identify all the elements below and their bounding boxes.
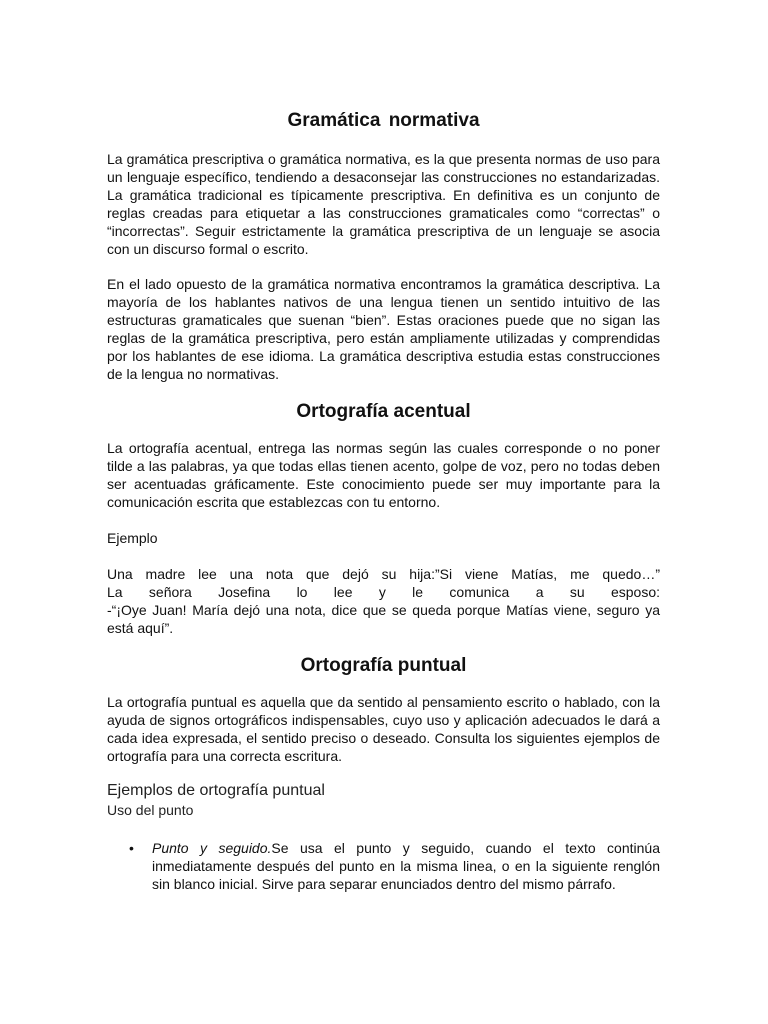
subheading-uso-del-punto: Uso del punto: [107, 802, 194, 818]
bullet-list: [107, 839, 660, 893]
page-title: Gramática normativa: [287, 110, 480, 131]
list-item-term: Punto y seguido.: [152, 840, 272, 856]
document-body: [107, 108, 660, 893]
paragraph-normativa-1: La gramática prescriptiva o gramática normativa, es la que presenta normas de uso para un lenguaje específico, tendiendo a desaconsejar las construcciones no estandarizadas. La gramática tradicional es típicamente prescriptiva. En definitiva es un conjunto de reglas creadas para etiquetar a las construcciones gramaticales como “correctas” o “incorrectas”. Seguir estrictamente la gramática prescriptiva de un lenguaje se asocia con un discurso formal o escrito.: [107, 151, 660, 257]
bullet-icon: •: [129, 840, 134, 856]
list-item-text: Se usa el punto y seguido, cuando el texto continúa inmediatamente después del punto en la misma linea, o en la siguiente renglón sin blanco inicial. Sirve para separar enunciados dentro del mismo párrafo.: [152, 840, 660, 892]
paragraph-puntual: La ortografía puntual es aquella que da sentido al pensamiento escrito o hablado, con la ayuda de signos ortográficos indispensables, cuyo uso y aplicación adecuados le dará a cada idea expresada, el sentido preciso o deseado. Consulta los siguientes ejemplos de ortografía para una correcta escritura.: [107, 694, 660, 764]
example-line-1: Una madre lee una nota que dejó su hija:”Si viene Matías, me quedo…”: [107, 566, 660, 582]
heading-ortografia-puntual: Ortografía puntual: [300, 655, 467, 676]
paragraph-normativa-2: En el lado opuesto de la gramática normativa encontramos la gramática descriptiva. La mayoría de los hablantes nativos de una lengua tienen un sentido intuitivo de las estructuras gramaticales que suenan “bien”. Estas oraciones puede que no sigan las reglas de la gramática prescriptiva, pero están ampliamente utilizadas y comprendidas por los hablantes de ese idioma. La gramática descriptiva estudia estas construcciones de la lengua no normativas.: [107, 276, 660, 382]
example-line-3: -“¡Oye Juan! María dejó una nota, dice que se queda porque Matías viene, seguro ya está aquí”.: [107, 602, 660, 636]
heading-ortografia-acentual: Ortografía acentual: [296, 401, 471, 422]
paragraph-acentual: La ortografía acentual, entrega las normas según las cuales corresponde o no poner tilde a las palabras, ya que todas ellas tienen acento, golpe de voz, pero no todas deben ser acentuadas gráficamente. Este conocimiento puede ser muy importante para la comunicación escrita que establezcas con tu entorno.: [107, 440, 660, 510]
example-label: Ejemplo: [107, 530, 158, 546]
example-text: [107, 565, 660, 637]
subheading-ejemplos: Ejemplos de ortografía puntual: [107, 782, 325, 799]
list-item: [107, 839, 660, 893]
example-line-2: La señora Josefina lo lee y le comunica a su esposo:: [107, 584, 660, 600]
